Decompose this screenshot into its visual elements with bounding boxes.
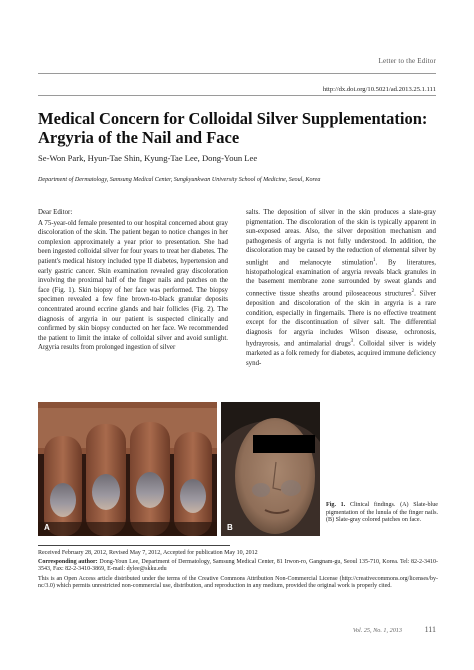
article-title: Medical Concern for Colloidal Silver Supplementation: Argyria of the Nail and Face xyxy=(38,109,428,147)
body-text: . By literatures, histopathological examination of argyria reveals black granules in the basement membrane zone surrounded by sweat glands and connective tissue sheaths around piloseaceous structures xyxy=(246,259,436,298)
figure-caption xyxy=(326,502,438,525)
caption-text: Clinical findings. (A) Slate-blue pigmentation of the lunula of the finger nails. (B) Slate-gray colored patches on face. xyxy=(326,502,438,524)
page-number: 111 xyxy=(424,625,436,634)
body-paragraph-continued xyxy=(246,208,436,368)
corresponding-text: Dong-Youn Lee, Department of Dermatology, Samsung Medical Center, 81 Irwon-ro, Gangnam-gu, Seoul 135-710, Korea. Tel: 82-2-3410-3543, Fax: 82-2-3410-3869, E-mail: dylee@skku.edu xyxy=(38,559,439,573)
body-text: . Colloidal silver is widely marketed as a folk remedy for diabetes, acquired immune deficiency synd- xyxy=(246,340,436,367)
reference-1[interactable]: 1 xyxy=(373,257,376,263)
caption-label: Fig. 1. xyxy=(326,502,346,508)
face-illustration xyxy=(221,402,320,536)
body-text: . Silver deposition and discoloration of the skin in argyria is a rare condition, especially in fingernails. There is no effective treatment except for the discontinuation of silver salt. The differential diagnosis for argyria includes Wilson disease, ochronosis, hydrayrosis, and antimalarial drugs xyxy=(246,290,437,348)
footnote-rule xyxy=(38,545,230,546)
body-text: salts. The deposition of silver in the skin produces a slate-gray pigmentation. The discoloration of the skin is typically apparent in sun-exposed areas. Also, the silver deposition mechanism and pathogenesis of argyria is not fully understood. In addition, the discoloration may be caused by the reduction of elemental silver by sunlight and melanocyte stimulation xyxy=(246,209,436,267)
reference-2[interactable]: 2 xyxy=(411,289,415,295)
figure-label-b: B xyxy=(227,523,233,532)
reference-3[interactable]: 3 xyxy=(350,339,354,345)
body-paragraph: A 75-year-old female presented to our hospital concerned about gray discoloration of the skin. The patient began to notice changes in her complexion approximately a year prior to presentation. She had been ingested colloidal silver for four years to treat her diabetes. The patient's medical history included type II diabetes, hypertension and early gastric cancer. Skin examination revealed gray discoloration involving the proximal half of the finger nails and patches on the face (Fig. 1). Skin biopsy of her face was performed. The biopsy specimen revealed a few fine brown-to-black granular deposits concentrated around eccrine glands and hair follicles (Fig. 2). The diagnosis of argyria in our patient is suspected clinically and confirmed by skin biopsy conducted on her face. We recommended the patient to limit the intake of colloidal silver and avoid sunlight. Argyria results from prolonged ingestion of silver xyxy=(38,219,228,352)
doi-link[interactable]: http://dx.doi.org/10.5021/ad.2013.25.1.111 xyxy=(322,86,436,93)
received-dates: Received February 28, 2012, Revised May 7, 2012, Accepted for publication May 10, 2012 xyxy=(38,550,258,556)
doi-rule xyxy=(38,95,436,96)
corresponding-author xyxy=(38,559,438,574)
affiliation: Department of Dermatology, Samsung Medical Center, Sungkyunkwan University School of Medicine, Seoul, Korea xyxy=(38,177,321,183)
license-statement: This is an Open Access article distributed under the terms of the Creative Commons Attribution Non-Commercial License (http://creativecommons.org/licenses/by-nc/3.0) which permits unrestricted non-commercial use, distribution, and reproduction in any medium, provided the original work is properly cited. xyxy=(38,576,438,590)
section-label: Letter to the Editor xyxy=(378,57,436,65)
salutation: Dear Editor: xyxy=(38,209,73,216)
journal-volume: Vol. 25, No. 1, 2013 xyxy=(352,627,402,634)
corresponding-label: Corresponding author: xyxy=(38,559,98,565)
body-column-right xyxy=(246,208,436,368)
author-list: Se-Won Park, Hyun-Tae Shin, Kyung-Tae Lee, Dong-Youn Lee xyxy=(38,153,258,163)
figure-1a-fingernails xyxy=(38,402,217,536)
fingers-illustration xyxy=(38,402,217,536)
figure-label-a: A xyxy=(44,523,50,532)
header-rule xyxy=(38,73,436,74)
body-column-left xyxy=(38,208,228,353)
figure-1b-face xyxy=(221,402,320,536)
